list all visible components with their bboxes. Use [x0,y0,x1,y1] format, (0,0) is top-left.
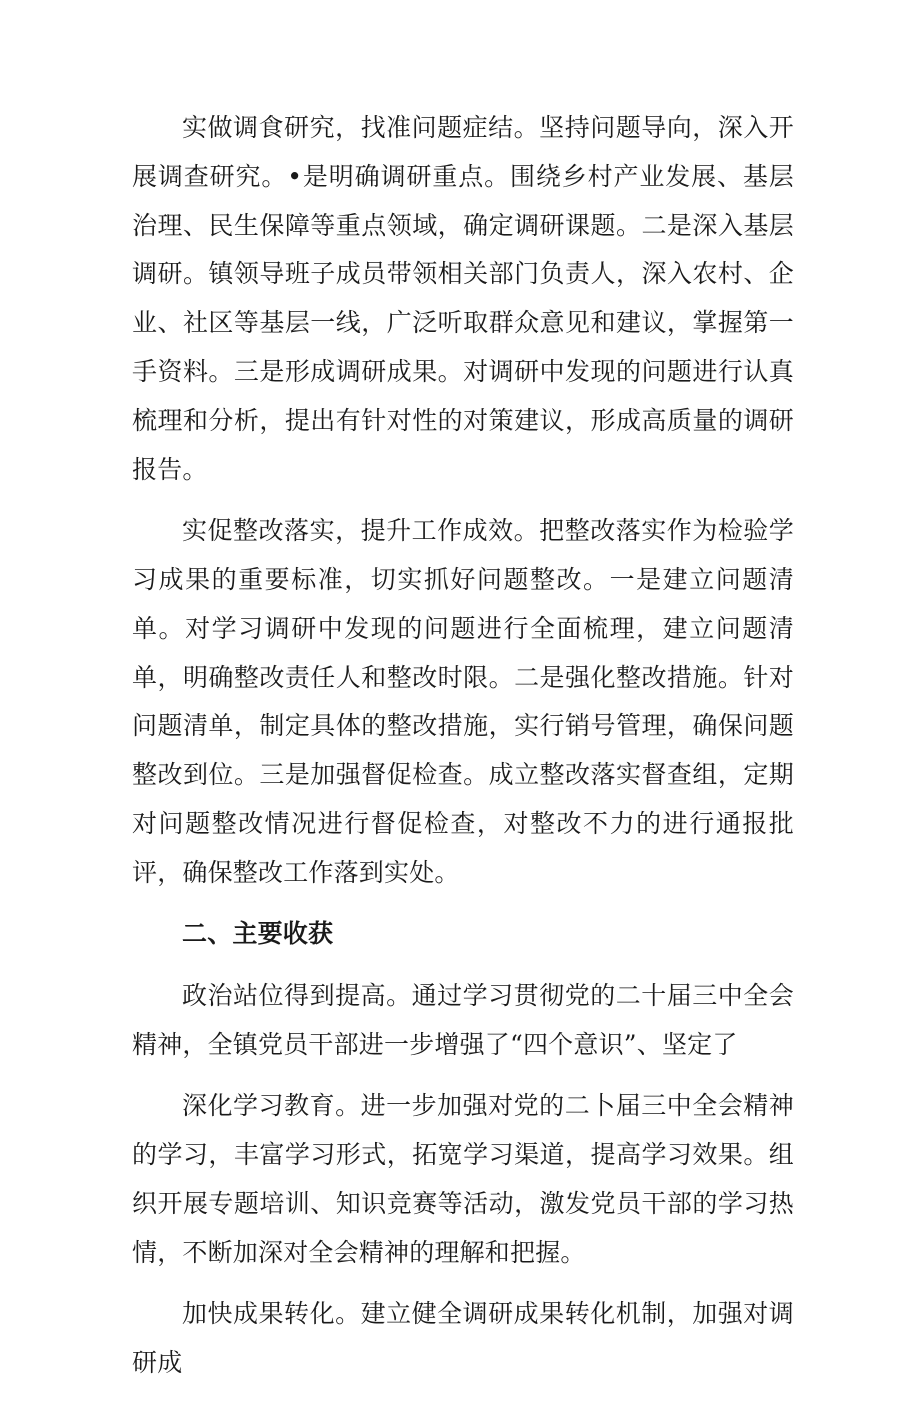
paragraph-political-stance: 政治站位得到提高。通过学习贯彻党的二十届三中全会精神，全镇党员干部进一步增强了“四个意识”、坚定了 [132,980,794,1059]
section-heading-main-gains: 二、主要收获 [182,919,334,949]
paragraph-research: 实做调食研究，找准问题症结。坚持问题导向，深入开展调查研究。•是明确调研重点。围绕乡村产业发展、基层治理、民生保障等重点领域，确定调研课题。二是深入基层调研。镇领导班子成员带领相关部门负责人，深入农村、企业、社区等基层一线，广泛听取群众意见和建议，掌握第一手资料。三是形成调研成果。对调研中发现的问题进行认真梳理和分析，提出有针对性的对策建议，形成高质量的调研报告。 [132,113,794,484]
document-body [132,104,794,1401]
paragraph-accelerate-results: 加快成果转化。建立健全调研成果转化机制，加强对调研成 [132,1299,794,1378]
paragraph-deepen-learning: 深化学习教育。进一步加强对党的二卜届三中全会精神的学习，丰富学习形式，拓宽学习渠道，提高学习效果。组织开展专题培训、知识竞赛等活动，激发党员干部的学习热情，不断加深对全会精神的理解和把握。 [132,1091,794,1267]
paragraph-rectification: 实促整改落实，提升工作成效。把整改落实作为检验学习成果的重要标准，切实抓好问题整改。一是建立问题清单。对学习调研中发现的问题进行全面梳理，建立问题清单，明确整改责任人和整改时限。二是强化整改措施。针对问题清单，制定具体的整改措施，实行销号管理，确保问题整改到位。三是加强督促检查。成立整改落实督查组，定期对问题整改情况进行督促检查，对整改不力的进行通报批评，确保整改工作落到实处。 [132,516,794,887]
